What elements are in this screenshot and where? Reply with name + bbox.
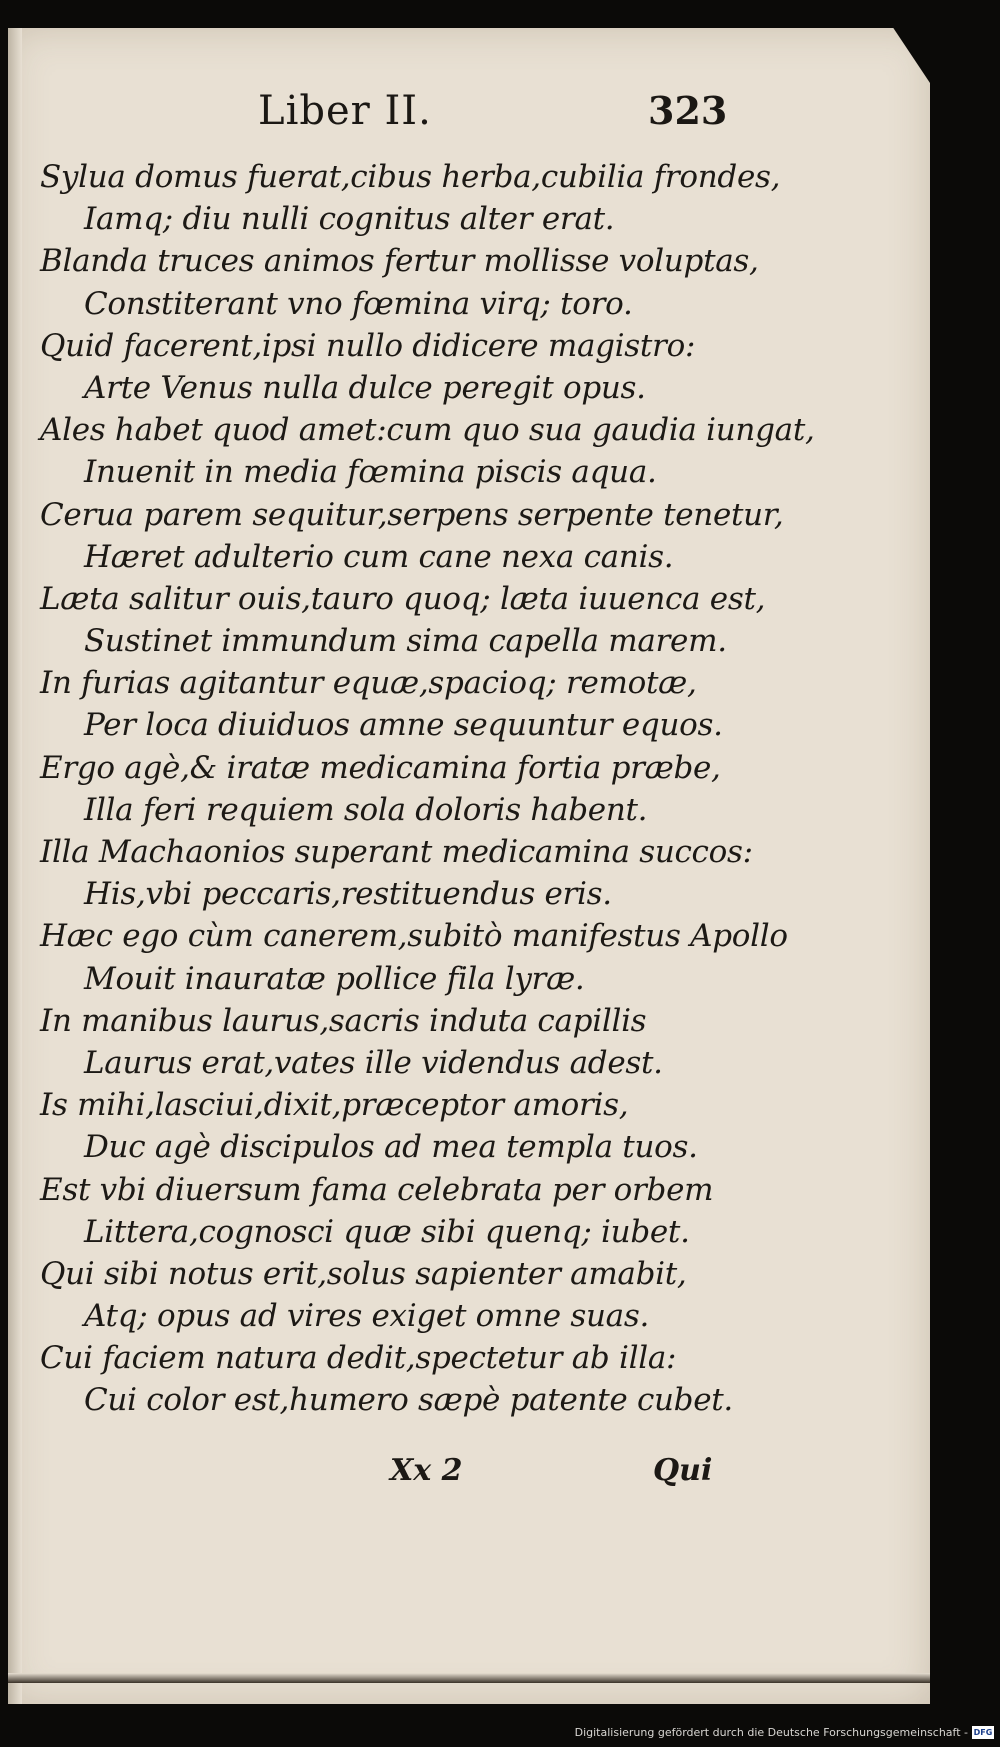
book-page [8, 28, 930, 1704]
catchword: Qui [653, 1453, 713, 1488]
verse-line: Duc agè discipulos ad mea templa tuos. [84, 1129, 698, 1166]
running-head [8, 88, 930, 148]
verse-line: In manibus laurus,sacris induta capillis [40, 1002, 647, 1039]
verse-line: Per loca diuiduos amne sequuntur equos. [84, 707, 723, 744]
verse-line: Inuenit in media fœmina piscis aqua. [84, 454, 657, 491]
book-title: Liber II. [258, 88, 432, 134]
verse-line: Atq; opus ad vires exiget omne suas. [84, 1298, 650, 1335]
verse-text-block [8, 156, 930, 1422]
verse-line: Ales habet quod amet:cum quo sua gaudia iungat, [40, 412, 815, 449]
verse-line: Mouit inauratæ pollice fila lyræ. [84, 960, 585, 997]
verse-line: Laurus erat,vates ille videndus adest. [84, 1044, 663, 1081]
verse-line: Iamq; diu nulli cognitus alter erat. [84, 201, 615, 238]
verse-line: His,vbi peccaris,restituendus eris. [84, 876, 612, 913]
verse-line: Læta salitur ouis,tauro quoq; læta iuuenca est, [40, 580, 766, 617]
verse-line: Illa feri requiem sola doloris habent. [84, 791, 648, 828]
verse-line: Arte Venus nulla dulce peregit opus. [84, 369, 646, 406]
digitization-credit [575, 1721, 994, 1743]
verse-line: Constiterant vno fœmina virq; toro. [84, 285, 633, 322]
verse-line: Sylua domus fuerat,cibus herba,cubilia frondes, [40, 159, 781, 195]
verse-line: Is mihi,lasciui,dixit,præceptor amoris, [40, 1087, 629, 1124]
verse-line: Littera,cognosci quæ sibi quenq; iubet. [84, 1213, 690, 1250]
verse-line: Cerua parem sequitur,serpens serpente tenetur, [40, 496, 784, 533]
page-number: 323 [648, 88, 728, 133]
verse-line: In furias agitantur equæ,spacioq; remotæ, [40, 665, 697, 702]
signature-mark: Xx 2 [390, 1453, 463, 1488]
dfg-logo-icon: DFG [973, 1727, 993, 1737]
page-corner-fold [892, 26, 932, 86]
verse-line: Cui color est,humero sæpè patente cubet. [84, 1382, 733, 1419]
verse-line: Est vbi diuersum fama celebrata per orbem [40, 1171, 714, 1208]
verse-line: Cui faciem natura dedit,spectetur ab illa: [40, 1340, 677, 1377]
page-bottom-edge [8, 1673, 930, 1683]
credit-text: Digitalisierung gefördert durch die Deutsche Forschungsgemeinschaft - [574, 1725, 968, 1739]
verse-line: Hæret adulterio cum cane nexa canis. [84, 538, 674, 575]
verse-line: Sustinet immundum sima capella marem. [84, 623, 727, 660]
verse-line: Qui sibi notus erit,solus sapienter amabit, [40, 1255, 687, 1292]
verse-line: Ergo agè,& iratæ medicamina fortia præbe, [40, 749, 721, 786]
page-footer [8, 1453, 930, 1498]
verse-line: Quid facerent,ipsi nullo didicere magistro: [40, 327, 696, 364]
verse-line: Hæc ego cùm canerem,subitò manifestus Apollo [40, 918, 788, 955]
verse-line: Illa Machaonios superant medicamina succos: [40, 834, 753, 870]
verse-line: Blanda truces animos fertur mollisse voluptas, [40, 243, 759, 280]
